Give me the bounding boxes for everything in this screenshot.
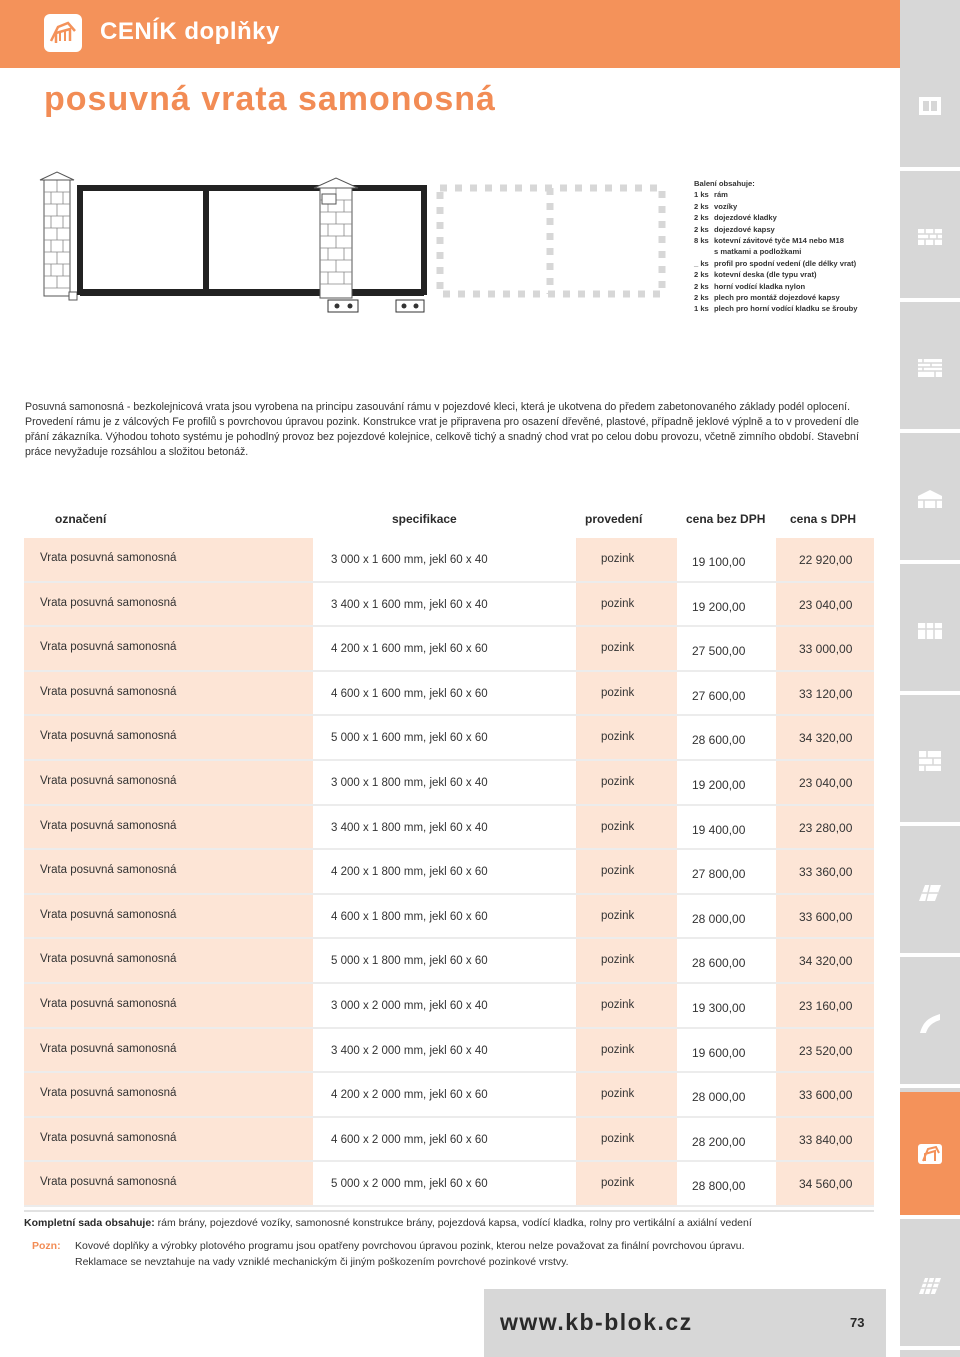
kit-contents bbox=[24, 1210, 874, 1229]
cell-cena-s-dph: 23 040,00 bbox=[799, 597, 853, 612]
cell-cena-s-dph: 33 600,00 bbox=[799, 909, 853, 924]
price-table bbox=[24, 538, 874, 1207]
gate-drawing bbox=[30, 170, 680, 320]
col-header-cena-bez-dph: cena bez DPH bbox=[686, 512, 766, 526]
table-row bbox=[24, 761, 874, 806]
note-line-2: Reklamace se nevztahuje na vady vzniklé mechanickým či jiným poškozením povrchové pozinkové vrstvy. bbox=[75, 1256, 569, 1268]
col-header-oznaceni: označení bbox=[55, 512, 107, 526]
cell-provedeni: pozink bbox=[601, 686, 635, 699]
cell-oznaceni: Vrata posuvná samonosná bbox=[40, 730, 177, 743]
cell-cena-s-dph: 33 600,00 bbox=[799, 1088, 853, 1103]
note-label: Pozn: bbox=[32, 1240, 61, 1252]
table-row bbox=[24, 627, 874, 672]
cell-oznaceni: Vrata posuvná samonosná bbox=[40, 1131, 177, 1144]
cell-provedeni: pozink bbox=[601, 1177, 635, 1190]
cell-specifikace: 3 400 x 2 000 mm, jekl 60 x 40 bbox=[331, 1044, 488, 1057]
cell-cena-bez-dph: 27 600,00 bbox=[692, 688, 746, 703]
cell-cena-bez-dph: 28 600,00 bbox=[692, 733, 746, 748]
table-row bbox=[24, 984, 874, 1029]
footer-bar bbox=[484, 1289, 886, 1357]
curb-icon bbox=[915, 1008, 945, 1038]
table-row bbox=[24, 1118, 874, 1163]
cell-cena-bez-dph: 19 400,00 bbox=[692, 822, 746, 837]
block-icon bbox=[915, 91, 945, 121]
package-item: 2 ks horní vodící kladka nylon bbox=[694, 281, 806, 291]
side-tab-stones[interactable] bbox=[900, 699, 960, 826]
cell-cena-s-dph: 23 280,00 bbox=[799, 820, 853, 835]
brick-wall-icon bbox=[915, 222, 945, 252]
col-header-cena-s-dph: cena s DPH bbox=[790, 512, 857, 526]
side-tab-wall[interactable] bbox=[900, 306, 960, 433]
cell-oznaceni: Vrata posuvná samonosná bbox=[40, 908, 177, 921]
cell-oznaceni: Vrata posuvná samonosná bbox=[40, 864, 177, 877]
cell-cena-bez-dph: 19 200,00 bbox=[692, 599, 746, 614]
header-title: CENÍK doplňky bbox=[100, 18, 280, 45]
cell-oznaceni: Vrata posuvná samonosná bbox=[40, 596, 177, 609]
note bbox=[32, 1238, 872, 1270]
cell-specifikace: 5 000 x 2 000 mm, jekl 60 x 60 bbox=[331, 1178, 488, 1191]
cell-specifikace: 5 000 x 1 800 mm, jekl 60 x 60 bbox=[331, 955, 488, 968]
cell-cena-bez-dph: 27 500,00 bbox=[692, 644, 746, 659]
cell-cena-bez-dph: 19 300,00 bbox=[692, 1000, 746, 1015]
package-item: 2 ks dojezdové kladky bbox=[694, 213, 777, 223]
left-pillar bbox=[40, 172, 77, 300]
cell-provedeni: pozink bbox=[601, 1043, 635, 1056]
kit-label: Kompletní sada obsahuje: bbox=[24, 1217, 155, 1229]
cell-oznaceni: Vrata posuvná samonosná bbox=[40, 953, 177, 966]
cell-specifikace: 4 200 x 2 000 mm, jekl 60 x 60 bbox=[331, 1089, 488, 1102]
cell-provedeni: pozink bbox=[601, 642, 635, 655]
col-header-specifikace: specifikace bbox=[392, 512, 457, 526]
cell-cena-bez-dph: 28 000,00 bbox=[692, 1090, 746, 1105]
cell-oznaceni: Vrata posuvná samonosná bbox=[40, 1042, 177, 1055]
header-bar bbox=[0, 0, 900, 68]
cell-cena-bez-dph: 19 100,00 bbox=[692, 555, 746, 569]
package-item: 2 ks kotevní deska (dle typu vrat) bbox=[694, 270, 817, 280]
cell-oznaceni: Vrata posuvná samonosná bbox=[40, 1176, 177, 1189]
fence-icon bbox=[915, 1139, 945, 1169]
cell-cena-s-dph: 34 320,00 bbox=[799, 954, 853, 969]
cell-specifikace: 3 400 x 1 600 mm, jekl 60 x 40 bbox=[331, 598, 488, 611]
package-item: 1 ks plech pro horní vodící kladku se šrouby bbox=[694, 304, 858, 314]
cell-cena-s-dph: 23 040,00 bbox=[799, 775, 853, 790]
page-number: 73 bbox=[850, 1315, 865, 1330]
package-item: 8 ks kotevní závitové tyče M14 nebo M18 bbox=[694, 236, 844, 246]
page-title: posuvná vrata samonosná bbox=[44, 80, 496, 118]
note-line-1: Kovové doplňky a výrobky plotového programu jsou opatřeny povrchovou úpravou pozink, kterou nelze považovat za finální povrchovou úpravu. bbox=[75, 1240, 745, 1252]
package-heading: Balení obsahuje: bbox=[694, 179, 755, 188]
package-item: 2 ks plech pro montáž dojezdové kapsy bbox=[694, 293, 840, 303]
side-tab-grid[interactable] bbox=[900, 1223, 960, 1350]
cell-cena-s-dph: 33 840,00 bbox=[799, 1132, 853, 1147]
cell-specifikace: 4 600 x 1 600 mm, jekl 60 x 60 bbox=[331, 687, 488, 700]
table-row bbox=[24, 1162, 874, 1207]
cell-cena-bez-dph: 27 800,00 bbox=[692, 867, 746, 882]
cell-specifikace: 3 000 x 1 600 mm, jekl 60 x 40 bbox=[331, 554, 488, 566]
cell-provedeni: pozink bbox=[601, 954, 635, 967]
side-tabs bbox=[900, 0, 960, 1357]
package-item: 2 ks vozíky bbox=[694, 201, 738, 211]
cell-specifikace: 4 200 x 1 800 mm, jekl 60 x 60 bbox=[331, 866, 488, 879]
website-link[interactable]: www.kb-blok.cz bbox=[500, 1309, 693, 1335]
cell-specifikace: 3 400 x 1 800 mm, jekl 60 x 40 bbox=[331, 821, 488, 834]
cell-provedeni: pozink bbox=[601, 820, 635, 833]
cell-provedeni: pozink bbox=[601, 998, 635, 1011]
table-row bbox=[24, 1029, 874, 1074]
cell-cena-bez-dph: 28 800,00 bbox=[692, 1179, 746, 1194]
side-tab-tiles[interactable] bbox=[900, 830, 960, 957]
cell-oznaceni: Vrata posuvná samonosná bbox=[40, 774, 177, 787]
cell-specifikace: 5 000 x 1 600 mm, jekl 60 x 60 bbox=[331, 732, 488, 745]
cell-cena-s-dph: 33 120,00 bbox=[799, 686, 853, 701]
right-pillar bbox=[314, 178, 358, 298]
wall-icon bbox=[915, 353, 945, 383]
package-item: s matkami a podložkami bbox=[714, 247, 802, 257]
cell-oznaceni: Vrata posuvná samonosná bbox=[40, 1087, 177, 1100]
table-row bbox=[24, 583, 874, 628]
side-tab-block[interactable] bbox=[900, 44, 960, 171]
cell-cena-s-dph: 22 920,00 bbox=[799, 553, 853, 567]
cell-oznaceni: Vrata posuvná samonosná bbox=[40, 685, 177, 698]
cell-provedeni: pozink bbox=[601, 775, 635, 788]
package-item: _ ks profil pro spodní vedení (dle délky vrat) bbox=[694, 258, 857, 268]
cell-cena-bez-dph: 28 200,00 bbox=[692, 1134, 746, 1149]
side-tab-brick-wall[interactable] bbox=[900, 175, 960, 302]
cell-cena-s-dph: 33 360,00 bbox=[799, 865, 853, 880]
cell-provedeni: pozink bbox=[601, 909, 635, 922]
cell-provedeni: pozink bbox=[601, 553, 635, 565]
cell-specifikace: 4 600 x 2 000 mm, jekl 60 x 60 bbox=[331, 1133, 488, 1146]
row-divider bbox=[24, 1205, 874, 1207]
cell-specifikace: 4 600 x 1 800 mm, jekl 60 x 60 bbox=[331, 910, 488, 923]
gate-logo-icon bbox=[44, 14, 82, 52]
cap-icon bbox=[915, 484, 945, 514]
package-item: 1 ks rám bbox=[694, 190, 728, 200]
cell-cena-s-dph: 34 320,00 bbox=[799, 731, 853, 746]
cell-specifikace: 4 200 x 1 600 mm, jekl 60 x 60 bbox=[331, 643, 488, 656]
table-row bbox=[24, 895, 874, 940]
cell-provedeni: pozink bbox=[601, 1132, 635, 1145]
cell-provedeni: pozink bbox=[601, 731, 635, 744]
table-row bbox=[24, 939, 874, 984]
cell-oznaceni: Vrata posuvná samonosná bbox=[40, 641, 177, 654]
package-item: 2 ks dojezdové kapsy bbox=[694, 224, 775, 234]
kit-text: rám brány, pojezdové vozíky, samonosné konstrukce brány, pojezdová kapsa, vodící kladka, rolny pro vertikální a axiální vedení bbox=[157, 1217, 752, 1229]
cell-provedeni: pozink bbox=[601, 597, 635, 610]
side-tab-cap[interactable] bbox=[900, 437, 960, 564]
cell-cena-bez-dph: 19 600,00 bbox=[692, 1045, 746, 1060]
table-row bbox=[24, 538, 874, 583]
side-tab-fence[interactable] bbox=[900, 1092, 960, 1219]
table-row bbox=[24, 850, 874, 895]
cell-cena-bez-dph: 28 600,00 bbox=[692, 956, 746, 971]
table-row bbox=[24, 1073, 874, 1118]
cell-provedeni: pozink bbox=[601, 865, 635, 878]
side-tab-paver[interactable] bbox=[900, 568, 960, 695]
cell-oznaceni: Vrata posuvná samonosná bbox=[40, 552, 177, 564]
table-row bbox=[24, 672, 874, 717]
table-row bbox=[24, 716, 874, 761]
cell-cena-s-dph: 23 520,00 bbox=[799, 1043, 853, 1058]
cell-cena-bez-dph: 28 000,00 bbox=[692, 911, 746, 926]
cell-specifikace: 3 000 x 2 000 mm, jekl 60 x 40 bbox=[331, 999, 488, 1012]
cell-oznaceni: Vrata posuvná samonosná bbox=[40, 819, 177, 832]
cell-cena-bez-dph: 19 200,00 bbox=[692, 777, 746, 792]
stones-icon bbox=[915, 746, 945, 776]
table-header bbox=[24, 509, 874, 531]
col-header-provedeni: provedení bbox=[585, 512, 643, 526]
product-description: Posuvná samonosná - bezkolejnicová vrata jsou vyrobena na principu zasouvání rámu v pojezdové kleci, která je ukotvena do předem zabetonovaného základy podél oplocení. Provedení rámu je z válcových Fe profilů s povrchovou úpravou pozink. Konstrukce vrat je připravena pro osazení dřevěné, plastové, případně jeklové výplně a to v provedení dle přání zákazníka. Výhodou tohoto systému je pohodlný provoz bez pojezdové kolejnice, celkově tichý a snadný chod vrat po celou dobu provozu, včetně zimního období. Stavební práce nevyžaduje rozsáhlou a složitou betonáž. bbox=[25, 401, 859, 458]
cell-cena-s-dph: 33 000,00 bbox=[799, 642, 853, 657]
side-tab-curb[interactable] bbox=[900, 961, 960, 1088]
grid-icon bbox=[915, 1270, 945, 1300]
tiles-icon bbox=[915, 877, 945, 907]
cell-cena-s-dph: 23 160,00 bbox=[799, 998, 853, 1013]
package-contents bbox=[694, 178, 894, 315]
cell-specifikace: 3 000 x 1 800 mm, jekl 60 x 40 bbox=[331, 776, 488, 789]
cell-provedeni: pozink bbox=[601, 1088, 635, 1101]
cell-oznaceni: Vrata posuvná samonosná bbox=[40, 997, 177, 1010]
paver-icon bbox=[915, 615, 945, 645]
table-row bbox=[24, 806, 874, 851]
cell-cena-s-dph: 34 560,00 bbox=[799, 1177, 853, 1192]
